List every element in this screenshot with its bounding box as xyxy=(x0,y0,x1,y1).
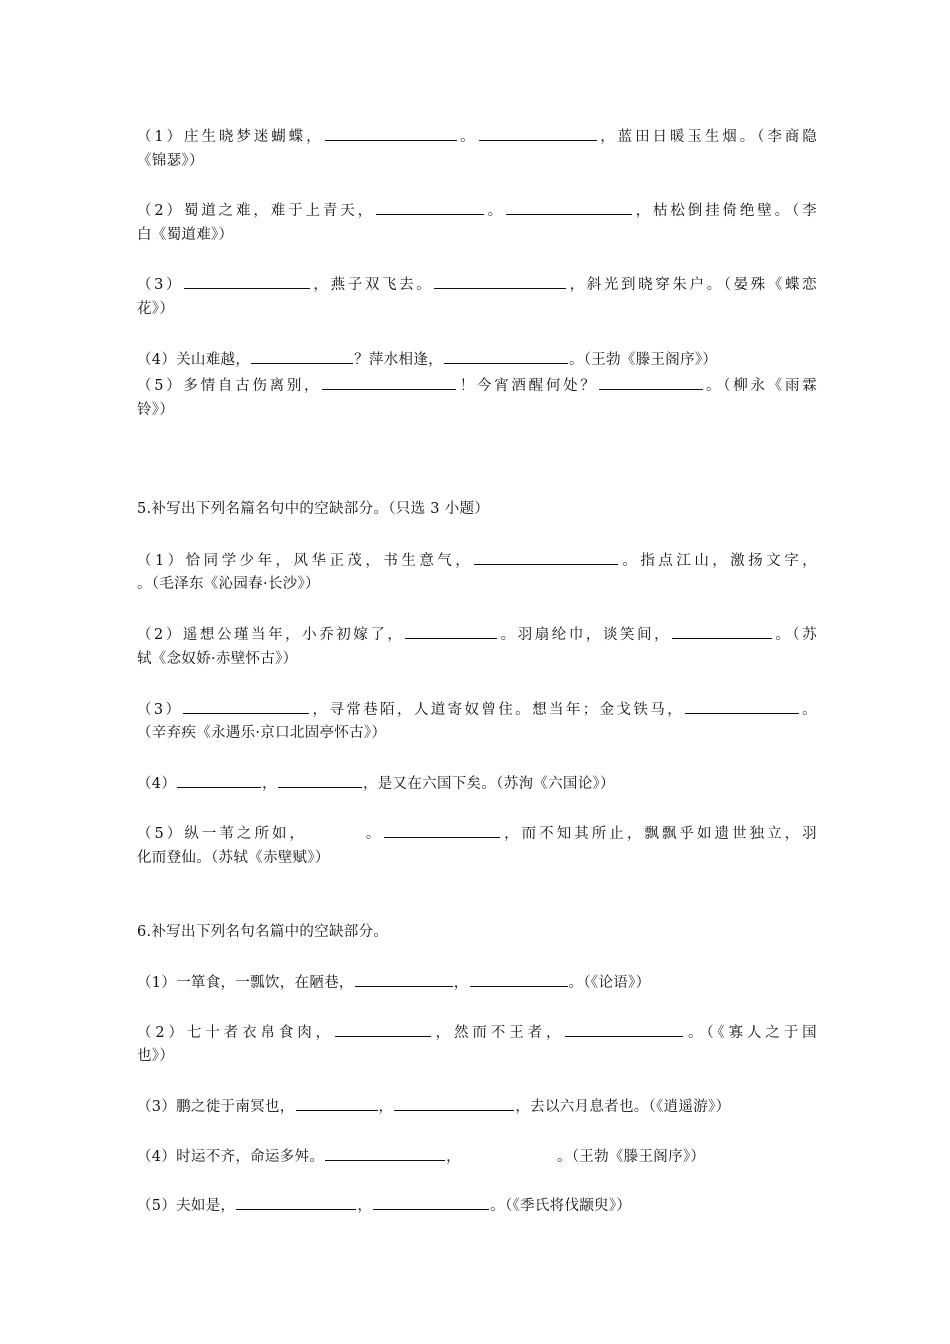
s6-q1-text-b: ， xyxy=(453,975,469,991)
s5-q5-blank-1[interactable] xyxy=(384,821,500,838)
s4-q1-text-c: ，蓝田日暖玉生烟。（李商隐 xyxy=(597,129,817,145)
s5-q5-text-a: （5）纵一苇之所如， xyxy=(137,826,308,842)
s6-q3-text-b: ， xyxy=(378,1099,394,1115)
s6-q2-text-d: 也》） xyxy=(137,1048,175,1064)
s6-title: 6.补写出下列名句名篇中的空缺部分。 xyxy=(137,924,389,940)
s6-q2-text-a: （2）七十者衣帛食肉， xyxy=(137,1025,335,1041)
s6-q4-blank-1[interactable] xyxy=(325,1144,445,1161)
s5-q3-text-c: 。 xyxy=(800,702,817,718)
s5-q5-text-c: ，而不知其所止，飘飘乎如遗世独立，羽 xyxy=(501,826,817,842)
s5-q1-text-c: 。（毛泽东《沁园春·长沙》） xyxy=(137,576,320,592)
s4-q4-text-b: ？萍水相逢， xyxy=(354,352,443,368)
s4-q2-text-b: 。 xyxy=(485,203,506,219)
s4-q2-text-a: （2）蜀道之难，难于上青天， xyxy=(137,203,376,219)
s5-q3-text-a: （3） xyxy=(137,702,183,718)
s4-q1-blank-2[interactable] xyxy=(479,124,597,141)
s4-q2-line2 xyxy=(137,223,817,247)
s5-q3-text-d: （辛弃疾《永遇乐·京口北固亭怀古》） xyxy=(137,725,387,741)
s5-q2-line1 xyxy=(137,622,817,647)
s4-q2-blank-2[interactable] xyxy=(506,198,632,215)
s5-q2-line2 xyxy=(137,647,817,671)
s4-q5-blank-2[interactable] xyxy=(599,373,703,390)
s4-q3-line2 xyxy=(137,297,817,321)
s6-q5-text-c: 。（《季氏将伐颛臾》） xyxy=(490,1198,632,1214)
s5-title: 5.补写出下列名篇名句中的空缺部分。（只选 3 小题） xyxy=(137,501,490,517)
s4-q3-text-d: 花》） xyxy=(137,301,175,317)
s6-q3-text-c: ，去以六月息者也。（《逍遥游》） xyxy=(515,1099,731,1115)
s4-q2-text-d: 白《蜀道难》） xyxy=(137,227,234,243)
s4-q1-line2 xyxy=(137,149,817,173)
s4-q5-text-d: 铃》） xyxy=(137,402,175,418)
s6-q5-blank-2[interactable] xyxy=(373,1193,489,1210)
s5-q5-text-d: 化而登仙。（苏轼《赤壁赋》） xyxy=(137,850,330,866)
s6-q5-text-b: ， xyxy=(357,1198,373,1214)
s6-q1-text-c: 。（《论语》） xyxy=(568,975,651,991)
s4-q3-text-b: ，燕子双飞去。 xyxy=(311,277,434,293)
s6-q2-line1 xyxy=(137,1020,817,1045)
s4-q4-text-a: （4）关山难越， xyxy=(137,352,251,368)
s6-q3-blank-2[interactable] xyxy=(394,1094,514,1111)
s5-q1-blank-1[interactable] xyxy=(474,548,618,565)
s5-q2-text-b: 。羽扇纶巾，谈笑间， xyxy=(498,627,672,643)
s4-q5-text-c: 。（柳永《雨霖 xyxy=(703,378,817,394)
s6-q4-text-c: 。（王勃《滕王阁序》） xyxy=(556,1149,706,1165)
s4-q2-line1 xyxy=(137,198,817,223)
s6-q1-text-a: （1）一箪食，一瓢饮，在陋巷， xyxy=(137,975,354,991)
s5-q2-blank-1[interactable] xyxy=(405,622,497,639)
s6-q4-line1 xyxy=(137,1144,817,1169)
s5-q5-line2 xyxy=(137,846,817,870)
s5-q3-line2 xyxy=(137,721,817,745)
s5-q2-text-d: 轼《念奴娇·赤壁怀古》） xyxy=(137,651,298,667)
s4-q5-line2 xyxy=(137,398,817,422)
s6-q2-blank-2[interactable] xyxy=(565,1020,683,1037)
s5-q4-blank-2[interactable] xyxy=(278,771,362,788)
s6-q5-text-a: （5）夫如是， xyxy=(137,1198,236,1214)
s6-q3-line1 xyxy=(137,1094,817,1119)
s4-q3-text-c: ，斜光到晓穿朱户。（晏殊《蝶恋 xyxy=(567,277,817,293)
s6-q2-line2 xyxy=(137,1044,817,1068)
s4-q3-line1 xyxy=(137,272,817,297)
s5-q3-text-b: ，寻常巷陌，人道寄奴曾住。想当年；金戈铁马， xyxy=(310,702,685,718)
s4-q4-blank-2[interactable] xyxy=(444,347,568,364)
s6-q5-line1 xyxy=(137,1193,817,1218)
s4-q3-blank-1[interactable] xyxy=(184,272,310,289)
s4-q5-text-b: ！今宵酒醒何处？ xyxy=(457,378,598,394)
s5-q4-blank-1[interactable] xyxy=(177,771,261,788)
s4-q4-blank-1[interactable] xyxy=(251,347,353,364)
s4-q1-text-b: 。 xyxy=(457,129,478,145)
s6-q2-text-b: ，然而不王者， xyxy=(432,1025,565,1041)
s4-q1-text-a: （1）庄生晓梦迷蝴蝶， xyxy=(137,129,324,145)
s4-q1-line1 xyxy=(137,124,817,149)
s5-q3-blank-2[interactable] xyxy=(685,697,799,714)
s6-q4-text-a: （4）时运不齐，命运多舛。 xyxy=(137,1149,325,1165)
s5-q5-line1 xyxy=(137,821,817,846)
s5-q4-text-a: （4） xyxy=(137,776,177,792)
s5-q4-text-b: ， xyxy=(262,776,277,792)
s4-q5-text-a: （5）多情自古伤离别， xyxy=(137,378,322,394)
s5-q4-text-c: ，是又在六国下矣。（苏洵《六国论》） xyxy=(362,776,615,792)
s4-q4-text-c: 。（王勃《滕王阁序》） xyxy=(568,352,718,368)
s5-q2-blank-2[interactable] xyxy=(672,622,772,639)
s6-q1-line1 xyxy=(137,970,817,995)
s5-q4-line1 xyxy=(137,771,817,796)
s4-q3-text-a: （3） xyxy=(137,277,184,293)
s6-q3-text-a: （3）鹏之徙于南冥也， xyxy=(137,1099,295,1115)
s6-q4-text-b: ， xyxy=(446,1149,461,1165)
s4-q1-blank-1[interactable] xyxy=(325,124,457,141)
s5-q3-blank-1[interactable] xyxy=(183,697,309,714)
s4-q1-text-d: 《锦瑟》） xyxy=(137,153,204,169)
s6-q2-blank-1[interactable] xyxy=(335,1020,431,1037)
s4-q2-blank-1[interactable] xyxy=(376,198,484,215)
s5-q2-text-c: 。（苏 xyxy=(773,627,818,643)
s4-q2-text-c: ，枯松倒挂倚绝壁。（李 xyxy=(633,203,817,219)
s6-q1-blank-1[interactable] xyxy=(355,970,453,987)
s6-q5-blank-1[interactable] xyxy=(236,1193,356,1210)
s6-q1-blank-2[interactable] xyxy=(470,970,568,987)
s6-q2-text-c: 。（《寡人之于国 xyxy=(684,1025,817,1041)
s6-q3-blank-1[interactable] xyxy=(296,1094,378,1111)
s4-q3-blank-2[interactable] xyxy=(434,272,566,289)
s5-q1-text-b: 。指点江山，激扬文字， xyxy=(619,553,817,569)
s4-q4-line1 xyxy=(137,347,817,372)
s5-q3-line1 xyxy=(137,697,817,722)
s5-q2-text-a: （2）遥想公瑾当年，小乔初嫁了， xyxy=(137,627,405,643)
s5-q1-text-a: （1）恰同学少年，风华正茂，书生意气， xyxy=(137,553,474,569)
s5-q1-line2 xyxy=(137,572,817,596)
s5-q1-line1 xyxy=(137,548,817,573)
s5-q5-text-b: 。 xyxy=(363,826,384,842)
s4-q5-line1 xyxy=(137,373,817,398)
s4-q5-blank-1[interactable] xyxy=(322,373,456,390)
